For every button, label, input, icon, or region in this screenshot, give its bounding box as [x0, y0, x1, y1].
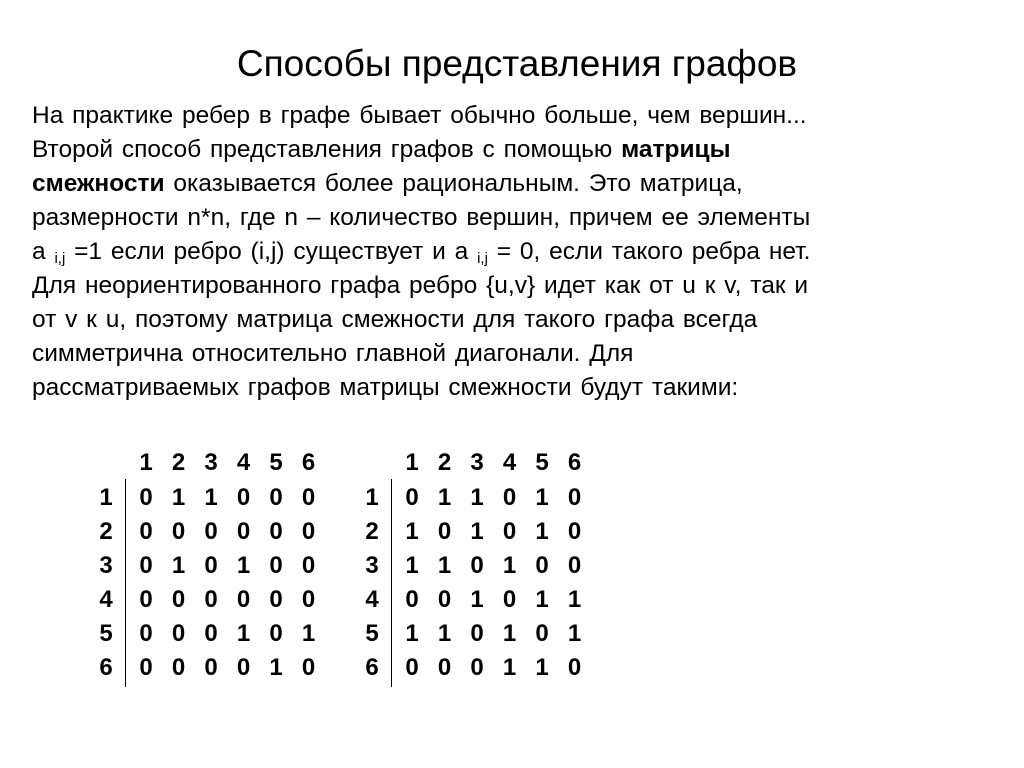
paragraph-line [32, 133, 1012, 167]
matrix-cell: 0 [405, 484, 419, 511]
matrix-cell: 0 [204, 586, 218, 613]
text-segment: =1 если ребро (i,j) существует и a [65, 238, 478, 265]
matrix-cell: 1 [535, 654, 549, 681]
matrix-separator-line [125, 479, 126, 687]
row-header: 3 [365, 552, 379, 579]
matrix-cell: 0 [437, 586, 452, 613]
body-paragraph [32, 99, 1012, 405]
matrix-cell: 0 [301, 484, 316, 511]
paragraph-line [32, 303, 1012, 337]
matrix-cell: 1 [437, 484, 452, 511]
column-header: 5 [269, 449, 283, 476]
matrix-cell: 1 [535, 586, 549, 613]
matrix-cell: 0 [139, 552, 153, 579]
matrix-cell: 1 [535, 518, 549, 545]
matrix-cell: 0 [502, 518, 517, 545]
column-header: 2 [437, 449, 452, 476]
matrix-cell: 0 [236, 518, 251, 545]
matrix-cell: 0 [567, 654, 582, 681]
matrix-cell: 1 [236, 620, 251, 647]
matrix-cell: 1 [470, 586, 484, 613]
matrix-cell: 1 [502, 654, 517, 681]
matrix-cell: 1 [301, 620, 316, 647]
matrix-cell: 0 [171, 586, 186, 613]
row-header: 3 [99, 552, 113, 579]
matrix-cell: 0 [139, 518, 153, 545]
paragraph-line [32, 167, 1012, 201]
matrix-cell: 0 [204, 552, 218, 579]
matrix-cell: 1 [171, 484, 186, 511]
matrix-cell: 1 [405, 620, 419, 647]
matrix-cell: 0 [301, 518, 316, 545]
row-header: 5 [99, 620, 113, 647]
matrix-cell: 1 [567, 620, 582, 647]
matrix-cell: 0 [204, 518, 218, 545]
column-header: 4 [502, 449, 517, 476]
subscript-text: i,j [477, 250, 488, 267]
column-header: 3 [204, 449, 218, 476]
bold-text: матрицы [621, 136, 731, 163]
matrix-cell: 0 [502, 586, 517, 613]
matrix-cell: 0 [269, 552, 283, 579]
row-header: 1 [99, 484, 113, 511]
matrix-cell: 0 [470, 620, 484, 647]
matrix-cell: 1 [535, 484, 549, 511]
matrix-cell: 0 [405, 586, 419, 613]
slide-title: Способы представления графов [236, 43, 798, 84]
row-header: 6 [365, 654, 379, 681]
matrix-cell: 0 [139, 654, 153, 681]
matrix-cell: 0 [535, 620, 549, 647]
text-segment: симметрична относительно главной диагонали. Для [32, 340, 634, 367]
matrix-cell: 1 [437, 552, 452, 579]
matrix-cell: 0 [301, 654, 316, 681]
matrix-cell: 0 [236, 484, 251, 511]
matrix-cell: 0 [269, 586, 283, 613]
subscript-text: i,j [54, 250, 66, 267]
matrix-cell: 1 [502, 552, 517, 579]
matrix-cell: 0 [269, 518, 283, 545]
matrix-cell: 0 [269, 484, 283, 511]
matrix-cell: 0 [437, 654, 452, 681]
matrix-cell: 0 [535, 552, 549, 579]
row-header: 6 [99, 654, 113, 681]
matrix-cell: 0 [236, 654, 251, 681]
matrix-cell: 1 [236, 552, 251, 579]
matrix-cell: 1 [567, 586, 582, 613]
row-header: 4 [99, 586, 113, 613]
column-header: 5 [535, 449, 549, 476]
matrix-cell: 0 [567, 518, 582, 545]
matrix-cell: 1 [470, 484, 484, 511]
text-segment: размерности n*n, где n – количество вершин, причем ее элементы [32, 204, 811, 231]
matrix-cell: 1 [269, 654, 283, 681]
text-segment: Для неориентированного графа ребро {u,v} идет как от u к v, так и [32, 272, 809, 299]
row-header: 4 [365, 586, 379, 613]
column-header: 1 [139, 449, 153, 476]
paragraph-line [32, 99, 1012, 133]
paragraph-line [32, 269, 1012, 303]
matrix-cell: 0 [139, 484, 153, 511]
matrix-separator-line [391, 479, 392, 687]
column-header: 1 [405, 449, 419, 476]
matrix-cell: 0 [502, 484, 517, 511]
matrix-cell: 0 [139, 620, 153, 647]
paragraph-line [32, 201, 1012, 235]
matrix-cell: 0 [567, 484, 582, 511]
matrix-cell: 0 [437, 518, 452, 545]
matrix-cell: 0 [139, 586, 153, 613]
column-header: 2 [171, 449, 186, 476]
matrix-cell: 0 [567, 552, 582, 579]
column-header: 6 [301, 449, 316, 476]
matrix-cell: 0 [301, 586, 316, 613]
matrix-cell: 1 [204, 484, 218, 511]
paragraph-line [32, 337, 1012, 371]
matrix-cell: 1 [171, 552, 186, 579]
paragraph-line [32, 235, 1012, 269]
row-header: 5 [365, 620, 379, 647]
bold-text: смежности [32, 170, 165, 197]
matrix-cell: 0 [470, 552, 484, 579]
matrix-cell: 0 [470, 654, 484, 681]
text-segment: от v к u, поэтому матрица смежности для такого графа всегда [32, 306, 758, 333]
column-header: 4 [236, 449, 251, 476]
row-header: 2 [99, 518, 113, 545]
matrix-cell: 0 [204, 620, 218, 647]
row-header: 1 [365, 484, 379, 511]
column-header: 6 [567, 449, 582, 476]
matrix-cell: 0 [204, 654, 218, 681]
matrix-cell: 1 [470, 518, 484, 545]
matrix-cell: 0 [269, 620, 283, 647]
matrix-cell: 1 [405, 552, 419, 579]
matrix-cell: 0 [405, 654, 419, 681]
matrix-cell: 0 [171, 654, 186, 681]
text-segment: Второй способ представления графов с помощью [32, 136, 622, 163]
text-segment: = 0, если такого ребра нет. [487, 238, 811, 265]
matrix-cell: 1 [502, 620, 517, 647]
matrix-cell: 0 [171, 620, 186, 647]
text-segment: рассматриваемых графов матрицы смежности будут такими: [32, 374, 739, 401]
text-segment: a [32, 238, 55, 265]
row-header: 2 [365, 518, 379, 545]
matrix-cell: 1 [405, 518, 419, 545]
text-segment: На практике ребер в графе бывает обычно больше, чем вершин... [32, 102, 807, 129]
paragraph-line [32, 371, 1012, 405]
matrix-cell: 1 [437, 620, 452, 647]
matrix-cell: 0 [171, 518, 186, 545]
text-segment: оказывается более рациональным. Это матрица, [164, 170, 743, 197]
matrix-cell: 0 [301, 552, 316, 579]
matrix-cell: 0 [236, 586, 251, 613]
column-header: 3 [470, 449, 484, 476]
